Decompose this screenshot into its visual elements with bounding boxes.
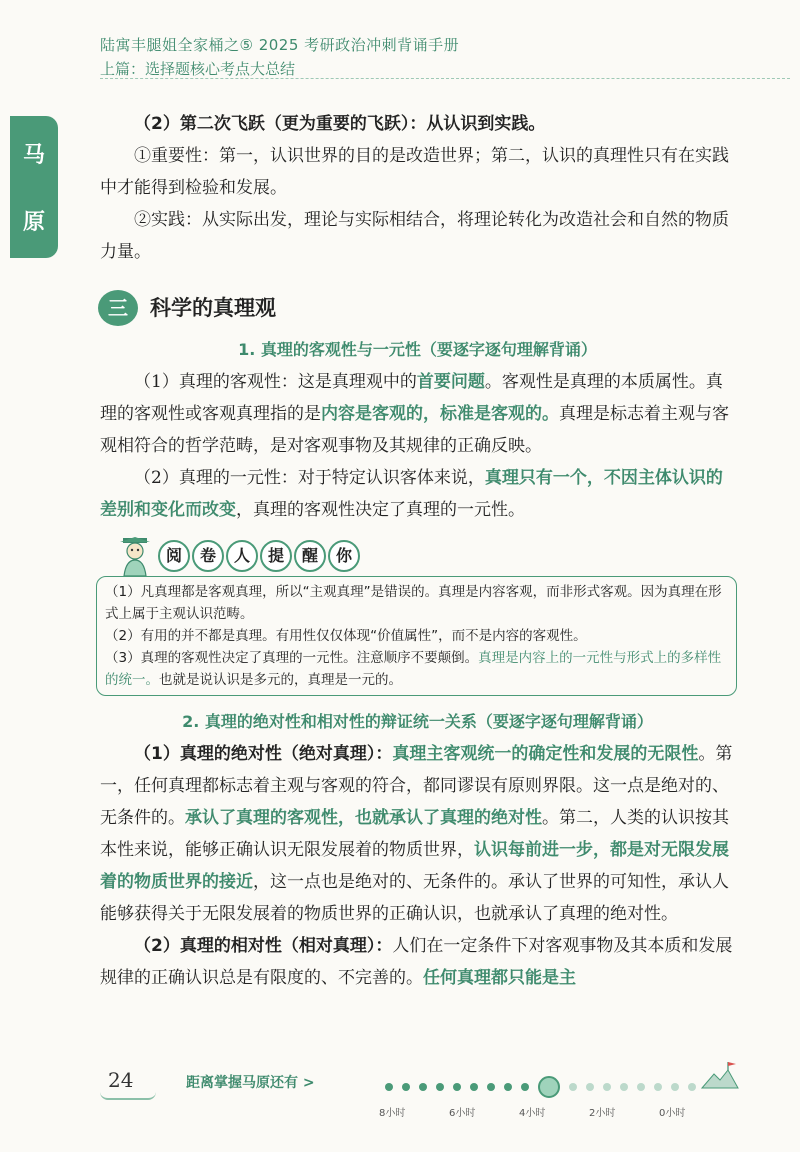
text: 。第一，任何真理都标志着主观与客观的符合，都同谬误有原则界限。这一点是绝对的、无条件的。: [100, 744, 733, 828]
progress-ticks: [379, 1104, 705, 1120]
highlight-text: 真理主客观统一的确定性和发展的无限性: [392, 744, 699, 764]
paragraph: [100, 930, 735, 994]
progress-dot: [453, 1083, 461, 1091]
progress-dot: [470, 1083, 478, 1091]
progress-dot: [586, 1083, 594, 1091]
progress-dot: [569, 1083, 577, 1091]
page-number: 24: [108, 1068, 134, 1092]
text: ，这一点也是绝对的、无条件的。承认了世界的可知性，承认人能够获得关于无限发展着的物质世界的正确认识，也就承认了真理的绝对性。: [100, 872, 729, 924]
text: （1）真理的绝对性（绝对真理）：: [134, 744, 393, 764]
teacher-icon: [118, 536, 152, 576]
highlight-text: 首要问题: [416, 372, 485, 392]
paragraph-title: （2）第二次飞跃（更为重要的飞跃）：从认识到实践。: [134, 114, 546, 134]
text: （2）真理的一元性：对于特定认识客体来说，: [134, 468, 485, 488]
progress-dot: [402, 1083, 410, 1091]
side-tab-line2: 原: [22, 210, 45, 235]
highlight-text: 承认了真理的客观性，也就承认了真理的绝对性: [185, 808, 542, 828]
page-header: [100, 34, 790, 79]
text: 也就是说认识是多元的，真理是一元的。: [159, 672, 402, 688]
progress-current-marker: [538, 1076, 560, 1098]
reminder-char: 提: [260, 540, 292, 572]
progress-dot: [385, 1083, 393, 1091]
section-heading: [100, 288, 735, 328]
progress-dot: [688, 1083, 696, 1091]
time-progress: [379, 1076, 705, 1119]
paragraph: ①重要性：第一，认识世界的目的是改造世界；第二，认识的真理性只有在实践中才能得到检验和发展。: [100, 146, 729, 198]
reminder-item: （2）有用的并不都是真理。有用性仅仅体现“价值属性”，而不是内容的客观性。: [105, 628, 587, 644]
mountain-flag-icon: [700, 1062, 740, 1092]
reminder-box: [96, 576, 737, 696]
progress-dot: [671, 1083, 679, 1091]
reminder-title: [158, 540, 362, 572]
paragraph: [100, 462, 735, 526]
text: 。客观性是真理的本质属性。真理的客观性或客观真理指的是: [100, 372, 723, 424]
progress-dot: [654, 1083, 662, 1091]
progress-dot: [504, 1083, 512, 1091]
side-tab: [10, 116, 58, 258]
progress-dot: [436, 1083, 444, 1091]
progress-dot: [603, 1083, 611, 1091]
highlight-text: 认识每前进一步，都是对无限发展着的物质世界的接近: [100, 840, 729, 892]
text: 人们在一定条件下对客观事物及其本质和发展规律的正确认识总是有限度的、不完善的。: [100, 936, 733, 988]
reminder-header: [100, 536, 735, 576]
paragraph: ②实践：从实际出发，理论与实际相结合，将理论转化为改造社会和自然的物质力量。: [100, 210, 729, 262]
header-divider: [100, 78, 790, 79]
reminder-char: 你: [328, 540, 360, 572]
subsection-title: 1. 真理的客观性与一元性（要逐字逐句理解背诵）: [238, 340, 597, 359]
tick-label: 4小时: [519, 1108, 546, 1119]
text: ，真理的客观性决定了真理的一元性。: [236, 500, 525, 520]
highlight-text: 真理是内容上的一元性与形式上的多样性的统一。: [105, 650, 722, 688]
progress-dot: [521, 1083, 529, 1091]
highlight-text: 真理只有一个，不因主体认识的差别和变化而改变: [100, 468, 723, 520]
page-number-decoration: [100, 1092, 156, 1100]
page-content: [100, 108, 735, 994]
progress-dot: [637, 1083, 645, 1091]
footer-label: 距离掌握马原还有 >: [186, 1075, 315, 1091]
text: 。第二，人类的认识按其本性来说，能够正确认识无限发展着的物质世界，: [100, 808, 729, 860]
reminder-char: 阅: [158, 540, 190, 572]
tick-label: 0小时: [659, 1108, 686, 1119]
reminder-char: 人: [226, 540, 258, 572]
progress-dot: [419, 1083, 427, 1091]
text: （2）真理的相对性（相对真理）：: [134, 936, 393, 956]
text: （3）真理的客观性决定了真理的一元性。注意顺序不要颠倒。: [105, 650, 479, 666]
reminder-item: （1）凡真理都是客观真理，所以“主观真理”是错误的。真理是内容客观，而非形式客观。因为真理在形式上属于主观认识范畴。: [105, 584, 722, 622]
reminder-char: 醒: [294, 540, 326, 572]
tick-label: 2小时: [589, 1108, 616, 1119]
subsection-title: 2. 真理的绝对性和相对性的辩证统一关系（要逐字逐句理解背诵）: [182, 712, 653, 731]
header-subtitle: 上篇：选择题核心考点大总结: [100, 60, 296, 78]
tick-label: 8小时: [379, 1108, 406, 1119]
progress-dot: [487, 1083, 495, 1091]
side-tab-line1: 马: [22, 143, 45, 168]
reminder-char: 卷: [192, 540, 224, 572]
highlight-text: 任何真理都只能是主: [423, 968, 576, 988]
reminder-item: [105, 647, 728, 691]
paragraph: [100, 738, 735, 930]
section-title: 科学的真理观: [150, 296, 276, 320]
section-number-badge: 三: [98, 290, 138, 326]
header-title: 陆寓丰腿姐全家桶之⑤ 2025 考研政治冲刺背诵手册: [100, 36, 460, 54]
highlight-text: 内容是客观的，标准是客观的。: [321, 404, 559, 424]
tick-label: 6小时: [449, 1108, 476, 1119]
progress-dot: [620, 1083, 628, 1091]
paragraph: [100, 366, 735, 462]
progress-dots: [385, 1076, 705, 1098]
text: 真理是标志着主观与客观相符合的哲学范畴，是对客观事物及其规律的正确反映。: [100, 404, 729, 456]
text: （1）真理的客观性：这是真理观中的: [134, 372, 417, 392]
